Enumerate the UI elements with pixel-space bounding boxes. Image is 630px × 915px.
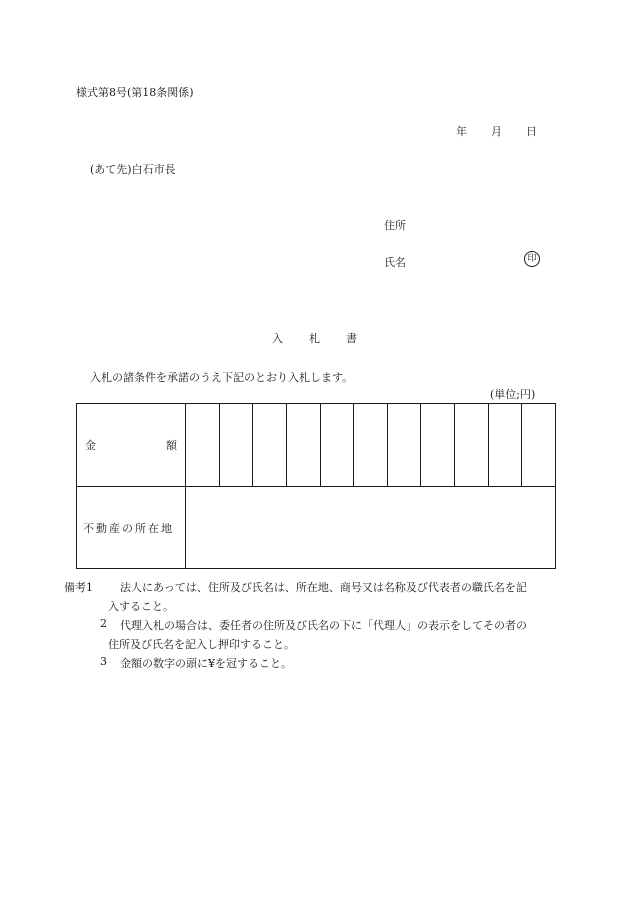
digit-cell[interactable] (219, 404, 253, 487)
date-month: 月 (491, 125, 502, 138)
date-line (456, 123, 537, 139)
note-2-line-2: 住所及び氏名を記入し押印すること。 (108, 638, 295, 651)
addressee: (あて先)白石市長 (90, 163, 176, 176)
address-label: 住所 (384, 219, 406, 232)
note-heading: 備考1 (64, 581, 93, 594)
digit-cell[interactable] (522, 404, 556, 487)
note-2-number: 2 (100, 617, 107, 630)
location-input-cell[interactable] (186, 487, 556, 569)
location-row (77, 487, 556, 569)
note-1-line-2: 入すること。 (108, 600, 174, 613)
amount-label-cell (77, 404, 186, 487)
digit-cell[interactable] (387, 404, 421, 487)
note-2-line-1: 代理入札の場合は、委任者の住所及び氏名の下に「代理人」の表示をしてその者の (120, 619, 527, 632)
digit-cell[interactable] (354, 404, 388, 487)
digit-cell[interactable] (320, 404, 354, 487)
title-char-1: 入 (272, 332, 283, 345)
digit-cell[interactable] (253, 404, 287, 487)
title-char-2: 札 (309, 332, 320, 345)
unit-label: (単位;円) (490, 388, 536, 401)
note-3-number: 3 (100, 655, 107, 668)
note-3-line-1: 金額の数字の頭に¥を冠すること。 (120, 657, 292, 670)
digit-cell[interactable] (455, 404, 489, 487)
digit-cell[interactable] (421, 404, 455, 487)
digit-cell[interactable] (488, 404, 522, 487)
digit-cell[interactable] (186, 404, 220, 487)
amount-row (77, 404, 556, 487)
amount-label-1: 金 (85, 439, 96, 452)
intro-text: 入札の諸条件を承諾のうえ下記のとおり入札します。 (90, 371, 354, 384)
document-title (272, 330, 357, 346)
bid-table (76, 403, 556, 569)
location-label-cell (77, 487, 186, 569)
seal-mark: 印 (524, 251, 540, 267)
note-1-line-1: 法人にあっては、住所及び氏名は、所在地、商号又は名称及び代表者の職氏名を記 (120, 581, 527, 594)
location-label: 不動産の所在地 (83, 521, 174, 535)
date-year: 年 (456, 125, 467, 138)
title-char-3: 書 (346, 332, 357, 345)
amount-label-2: 額 (166, 439, 177, 452)
date-day: 日 (526, 125, 537, 138)
name-label: 氏名 (384, 256, 406, 269)
form-number: 様式第8号(第18条関係) (76, 86, 194, 99)
digit-cell[interactable] (286, 404, 320, 487)
